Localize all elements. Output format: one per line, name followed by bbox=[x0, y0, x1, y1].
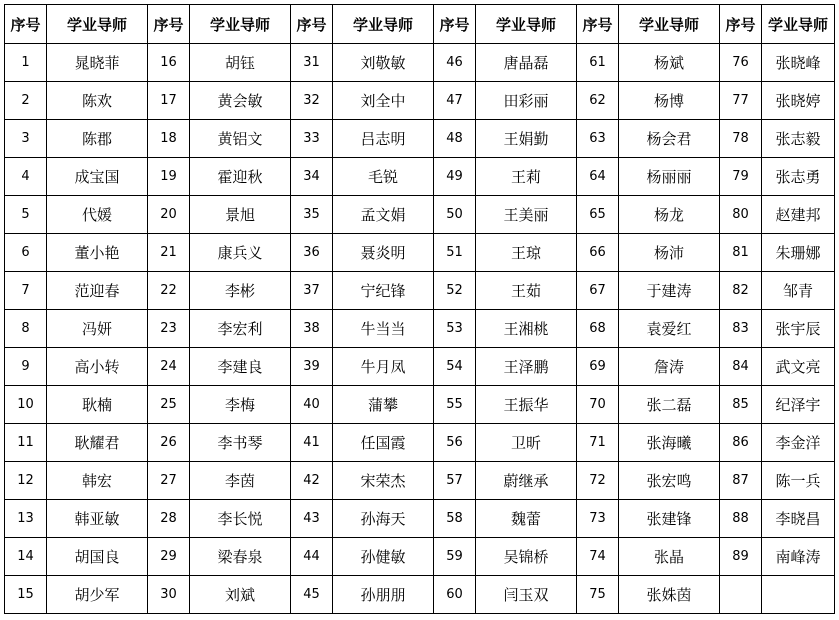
seq-number-cell: 2 bbox=[5, 82, 47, 120]
advisor-name-cell: 孙朋朋 bbox=[333, 576, 434, 614]
advisor-name-cell: 张二磊 bbox=[619, 386, 720, 424]
seq-number-cell: 16 bbox=[148, 44, 190, 82]
seq-number-cell: 5 bbox=[5, 196, 47, 234]
seq-number-cell: 81 bbox=[720, 234, 762, 272]
advisor-name-cell: 牛月凤 bbox=[333, 348, 434, 386]
seq-number-cell: 8 bbox=[5, 310, 47, 348]
seq-number-cell: 49 bbox=[434, 158, 476, 196]
advisor-name-cell: 高小转 bbox=[47, 348, 148, 386]
table-row bbox=[5, 310, 835, 348]
seq-number-cell: 80 bbox=[720, 196, 762, 234]
seq-number-cell: 12 bbox=[5, 462, 47, 500]
advisor-name-cell: 武文亮 bbox=[762, 348, 835, 386]
advisor-name-cell: 张建锋 bbox=[619, 500, 720, 538]
seq-number-cell: 53 bbox=[434, 310, 476, 348]
header-advisor: 学业导师 bbox=[762, 5, 835, 44]
advisor-name-cell: 吴锦桥 bbox=[476, 538, 577, 576]
advisor-name-cell bbox=[762, 576, 835, 614]
seq-number-cell: 38 bbox=[291, 310, 333, 348]
seq-number-cell: 42 bbox=[291, 462, 333, 500]
seq-number-cell: 37 bbox=[291, 272, 333, 310]
seq-number-cell: 7 bbox=[5, 272, 47, 310]
advisor-name-cell: 纪泽宇 bbox=[762, 386, 835, 424]
seq-number-cell: 72 bbox=[577, 462, 619, 500]
advisor-name-cell: 张晓峰 bbox=[762, 44, 835, 82]
advisor-name-cell: 杨会君 bbox=[619, 120, 720, 158]
seq-number-cell: 61 bbox=[577, 44, 619, 82]
advisor-name-cell: 李茵 bbox=[190, 462, 291, 500]
advisor-name-cell: 王莉 bbox=[476, 158, 577, 196]
seq-number-cell: 88 bbox=[720, 500, 762, 538]
seq-number-cell: 17 bbox=[148, 82, 190, 120]
seq-number-cell: 74 bbox=[577, 538, 619, 576]
seq-number-cell: 55 bbox=[434, 386, 476, 424]
seq-number-cell: 67 bbox=[577, 272, 619, 310]
seq-number-cell: 22 bbox=[148, 272, 190, 310]
advisor-name-cell: 杨丽丽 bbox=[619, 158, 720, 196]
advisor-name-cell: 张晶 bbox=[619, 538, 720, 576]
header-seq: 序号 bbox=[148, 5, 190, 44]
seq-number-cell: 1 bbox=[5, 44, 47, 82]
header-seq: 序号 bbox=[291, 5, 333, 44]
seq-number-cell: 64 bbox=[577, 158, 619, 196]
advisor-name-cell: 魏蕾 bbox=[476, 500, 577, 538]
table-row bbox=[5, 234, 835, 272]
advisor-name-cell: 牛当当 bbox=[333, 310, 434, 348]
advisor-name-cell: 张宇辰 bbox=[762, 310, 835, 348]
header-advisor: 学业导师 bbox=[333, 5, 434, 44]
table-row bbox=[5, 158, 835, 196]
advisor-name-cell: 蒲攀 bbox=[333, 386, 434, 424]
seq-number-cell: 14 bbox=[5, 538, 47, 576]
advisor-name-cell: 胡国良 bbox=[47, 538, 148, 576]
advisor-name-cell: 王泽鹏 bbox=[476, 348, 577, 386]
seq-number-cell: 11 bbox=[5, 424, 47, 462]
seq-number-cell: 73 bbox=[577, 500, 619, 538]
advisor-name-cell: 王茹 bbox=[476, 272, 577, 310]
seq-number-cell: 78 bbox=[720, 120, 762, 158]
advisor-name-cell: 杨斌 bbox=[619, 44, 720, 82]
advisor-name-cell: 代媛 bbox=[47, 196, 148, 234]
advisor-name-cell: 李梅 bbox=[190, 386, 291, 424]
advisor-name-cell: 耿楠 bbox=[47, 386, 148, 424]
table-row bbox=[5, 120, 835, 158]
advisor-name-cell: 范迎春 bbox=[47, 272, 148, 310]
header-seq: 序号 bbox=[5, 5, 47, 44]
advisor-name-cell: 晁晓菲 bbox=[47, 44, 148, 82]
seq-number-cell: 66 bbox=[577, 234, 619, 272]
advisor-name-cell: 刘敬敏 bbox=[333, 44, 434, 82]
seq-number-cell: 19 bbox=[148, 158, 190, 196]
advisor-name-cell: 王湘桃 bbox=[476, 310, 577, 348]
advisor-name-cell: 景旭 bbox=[190, 196, 291, 234]
seq-number-cell: 56 bbox=[434, 424, 476, 462]
advisor-name-cell: 刘斌 bbox=[190, 576, 291, 614]
advisor-name-cell: 成宝国 bbox=[47, 158, 148, 196]
advisor-name-cell: 冯妍 bbox=[47, 310, 148, 348]
advisor-name-cell: 闫玉双 bbox=[476, 576, 577, 614]
seq-number-cell: 60 bbox=[434, 576, 476, 614]
table-row bbox=[5, 500, 835, 538]
seq-number-cell: 58 bbox=[434, 500, 476, 538]
seq-number-cell: 75 bbox=[577, 576, 619, 614]
advisor-name-cell: 张姝茵 bbox=[619, 576, 720, 614]
advisor-name-cell: 吕志明 bbox=[333, 120, 434, 158]
advisor-name-cell: 赵建邦 bbox=[762, 196, 835, 234]
seq-number-cell: 20 bbox=[148, 196, 190, 234]
advisor-name-cell: 梁春泉 bbox=[190, 538, 291, 576]
advisor-name-cell: 宁纪锋 bbox=[333, 272, 434, 310]
advisor-name-cell: 宋荣杰 bbox=[333, 462, 434, 500]
advisor-name-cell: 黄铝文 bbox=[190, 120, 291, 158]
table-row bbox=[5, 348, 835, 386]
advisor-name-cell: 刘全中 bbox=[333, 82, 434, 120]
header-advisor: 学业导师 bbox=[190, 5, 291, 44]
advisor-name-cell: 蔚继承 bbox=[476, 462, 577, 500]
seq-number-cell: 30 bbox=[148, 576, 190, 614]
table-row bbox=[5, 44, 835, 82]
seq-number-cell: 43 bbox=[291, 500, 333, 538]
advisor-name-cell: 朱珊娜 bbox=[762, 234, 835, 272]
seq-number-cell: 57 bbox=[434, 462, 476, 500]
advisor-name-cell: 董小艳 bbox=[47, 234, 148, 272]
table-row bbox=[5, 462, 835, 500]
seq-number-cell: 26 bbox=[148, 424, 190, 462]
seq-number-cell: 70 bbox=[577, 386, 619, 424]
seq-number-cell: 32 bbox=[291, 82, 333, 120]
seq-number-cell: 34 bbox=[291, 158, 333, 196]
advisor-name-cell: 李建良 bbox=[190, 348, 291, 386]
header-seq: 序号 bbox=[434, 5, 476, 44]
seq-number-cell: 65 bbox=[577, 196, 619, 234]
advisor-name-cell: 霍迎秋 bbox=[190, 158, 291, 196]
advisor-name-cell: 唐晶磊 bbox=[476, 44, 577, 82]
roster-container bbox=[4, 4, 835, 614]
header-seq: 序号 bbox=[577, 5, 619, 44]
advisor-name-cell: 张晓婷 bbox=[762, 82, 835, 120]
advisor-name-cell: 李彬 bbox=[190, 272, 291, 310]
header-advisor: 学业导师 bbox=[476, 5, 577, 44]
header-row bbox=[5, 5, 835, 44]
advisor-name-cell: 袁爱红 bbox=[619, 310, 720, 348]
seq-number-cell: 28 bbox=[148, 500, 190, 538]
seq-number-cell: 87 bbox=[720, 462, 762, 500]
seq-number-cell: 54 bbox=[434, 348, 476, 386]
advisor-name-cell: 孙海天 bbox=[333, 500, 434, 538]
seq-number-cell: 13 bbox=[5, 500, 47, 538]
seq-number-cell: 36 bbox=[291, 234, 333, 272]
seq-number-cell: 50 bbox=[434, 196, 476, 234]
seq-number-cell: 39 bbox=[291, 348, 333, 386]
seq-number-cell: 40 bbox=[291, 386, 333, 424]
advisor-name-cell: 聂炎明 bbox=[333, 234, 434, 272]
seq-number-cell: 48 bbox=[434, 120, 476, 158]
seq-number-cell: 51 bbox=[434, 234, 476, 272]
seq-number-cell: 86 bbox=[720, 424, 762, 462]
advisor-roster-table bbox=[4, 4, 835, 614]
advisor-name-cell: 南峰涛 bbox=[762, 538, 835, 576]
seq-number-cell: 89 bbox=[720, 538, 762, 576]
seq-number-cell: 45 bbox=[291, 576, 333, 614]
seq-number-cell: 62 bbox=[577, 82, 619, 120]
seq-number-cell: 63 bbox=[577, 120, 619, 158]
advisor-name-cell: 张志勇 bbox=[762, 158, 835, 196]
seq-number-cell: 84 bbox=[720, 348, 762, 386]
advisor-name-cell: 孟文娟 bbox=[333, 196, 434, 234]
seq-number-cell: 77 bbox=[720, 82, 762, 120]
seq-number-cell: 69 bbox=[577, 348, 619, 386]
seq-number-cell: 71 bbox=[577, 424, 619, 462]
table-row bbox=[5, 196, 835, 234]
advisor-name-cell: 詹涛 bbox=[619, 348, 720, 386]
seq-number-cell bbox=[720, 576, 762, 614]
seq-number-cell: 82 bbox=[720, 272, 762, 310]
seq-number-cell: 52 bbox=[434, 272, 476, 310]
seq-number-cell: 41 bbox=[291, 424, 333, 462]
table-row bbox=[5, 386, 835, 424]
seq-number-cell: 4 bbox=[5, 158, 47, 196]
seq-number-cell: 10 bbox=[5, 386, 47, 424]
seq-number-cell: 76 bbox=[720, 44, 762, 82]
advisor-name-cell: 杨沛 bbox=[619, 234, 720, 272]
table-row bbox=[5, 272, 835, 310]
advisor-name-cell: 胡钰 bbox=[190, 44, 291, 82]
advisor-name-cell: 王琼 bbox=[476, 234, 577, 272]
advisor-name-cell: 胡少军 bbox=[47, 576, 148, 614]
advisor-name-cell: 毛锐 bbox=[333, 158, 434, 196]
advisor-name-cell: 张宏鸣 bbox=[619, 462, 720, 500]
seq-number-cell: 83 bbox=[720, 310, 762, 348]
advisor-name-cell: 任国霞 bbox=[333, 424, 434, 462]
seq-number-cell: 29 bbox=[148, 538, 190, 576]
advisor-name-cell: 陈一兵 bbox=[762, 462, 835, 500]
seq-number-cell: 27 bbox=[148, 462, 190, 500]
advisor-name-cell: 张志毅 bbox=[762, 120, 835, 158]
seq-number-cell: 3 bbox=[5, 120, 47, 158]
advisor-name-cell: 李书琴 bbox=[190, 424, 291, 462]
roster-body bbox=[5, 44, 835, 614]
seq-number-cell: 25 bbox=[148, 386, 190, 424]
advisor-name-cell: 王娟勤 bbox=[476, 120, 577, 158]
advisor-name-cell: 陈欢 bbox=[47, 82, 148, 120]
advisor-name-cell: 田彩丽 bbox=[476, 82, 577, 120]
seq-number-cell: 21 bbox=[148, 234, 190, 272]
seq-number-cell: 59 bbox=[434, 538, 476, 576]
advisor-name-cell: 李晓昌 bbox=[762, 500, 835, 538]
seq-number-cell: 18 bbox=[148, 120, 190, 158]
header-advisor: 学业导师 bbox=[47, 5, 148, 44]
advisor-name-cell: 杨龙 bbox=[619, 196, 720, 234]
header-advisor: 学业导师 bbox=[619, 5, 720, 44]
seq-number-cell: 68 bbox=[577, 310, 619, 348]
seq-number-cell: 44 bbox=[291, 538, 333, 576]
seq-number-cell: 9 bbox=[5, 348, 47, 386]
seq-number-cell: 33 bbox=[291, 120, 333, 158]
table-row bbox=[5, 82, 835, 120]
seq-number-cell: 6 bbox=[5, 234, 47, 272]
advisor-name-cell: 邹青 bbox=[762, 272, 835, 310]
advisor-name-cell: 王振华 bbox=[476, 386, 577, 424]
seq-number-cell: 23 bbox=[148, 310, 190, 348]
advisor-name-cell: 杨博 bbox=[619, 82, 720, 120]
advisor-name-cell: 李长悦 bbox=[190, 500, 291, 538]
advisor-name-cell: 陈郡 bbox=[47, 120, 148, 158]
seq-number-cell: 24 bbox=[148, 348, 190, 386]
advisor-name-cell: 卫昕 bbox=[476, 424, 577, 462]
seq-number-cell: 47 bbox=[434, 82, 476, 120]
advisor-name-cell: 孙健敏 bbox=[333, 538, 434, 576]
advisor-name-cell: 李金洋 bbox=[762, 424, 835, 462]
seq-number-cell: 15 bbox=[5, 576, 47, 614]
seq-number-cell: 46 bbox=[434, 44, 476, 82]
advisor-name-cell: 王美丽 bbox=[476, 196, 577, 234]
table-row bbox=[5, 424, 835, 462]
table-row bbox=[5, 576, 835, 614]
table-row bbox=[5, 538, 835, 576]
advisor-name-cell: 李宏利 bbox=[190, 310, 291, 348]
advisor-name-cell: 韩宏 bbox=[47, 462, 148, 500]
advisor-name-cell: 康兵义 bbox=[190, 234, 291, 272]
header-seq: 序号 bbox=[720, 5, 762, 44]
seq-number-cell: 79 bbox=[720, 158, 762, 196]
seq-number-cell: 85 bbox=[720, 386, 762, 424]
advisor-name-cell: 韩亚敏 bbox=[47, 500, 148, 538]
advisor-name-cell: 张海曦 bbox=[619, 424, 720, 462]
advisor-name-cell: 于建涛 bbox=[619, 272, 720, 310]
advisor-name-cell: 耿耀君 bbox=[47, 424, 148, 462]
advisor-name-cell: 黄会敏 bbox=[190, 82, 291, 120]
seq-number-cell: 31 bbox=[291, 44, 333, 82]
seq-number-cell: 35 bbox=[291, 196, 333, 234]
